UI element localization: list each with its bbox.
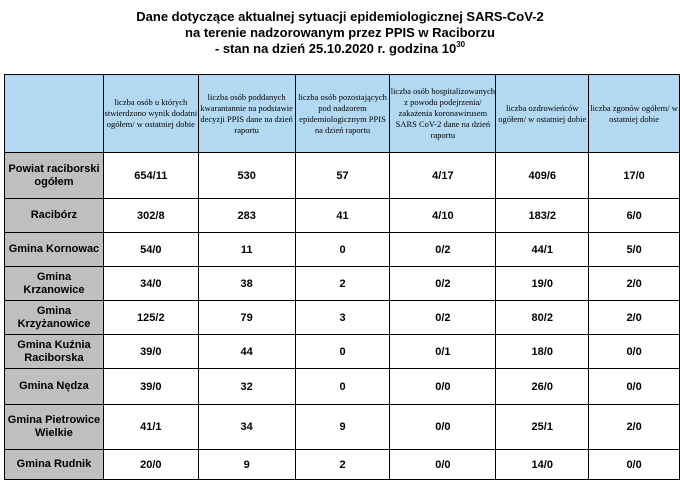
table-cell: 18/0 xyxy=(496,335,589,369)
table-cell: 9 xyxy=(198,450,295,480)
table-row xyxy=(5,267,680,301)
table-header-cell: liczba osób hospitalizowanych z powodu podejrzenia/ zakażenia koronawirusem SARS CoV-2 dane na dzień raportu xyxy=(390,75,496,153)
row-label: Gmina Kornowac xyxy=(5,233,104,267)
table-cell: 14/0 xyxy=(496,450,589,480)
table-cell: 2/0 xyxy=(589,301,680,335)
table-cell: 183/2 xyxy=(496,199,589,233)
table-cell: 4/17 xyxy=(390,153,496,199)
table-row xyxy=(5,405,680,450)
table-cell: 0 xyxy=(295,233,390,267)
table-cell: 125/2 xyxy=(103,301,198,335)
row-label: Gmina Pietrowice Wielkie xyxy=(5,405,104,450)
table-cell: 26/0 xyxy=(496,369,589,405)
table-cell: 34 xyxy=(198,405,295,450)
title-date: - stan na dzień 25.10.2020 r. godzina 10 xyxy=(214,41,457,56)
table-cell: 5/0 xyxy=(589,233,680,267)
table-cell: 0/1 xyxy=(390,335,496,369)
table-row xyxy=(5,450,680,480)
table-cell: 654/11 xyxy=(103,153,198,199)
table-cell: 0/2 xyxy=(390,233,496,267)
table-body xyxy=(5,153,680,480)
table-cell: 0/2 xyxy=(390,301,496,335)
table-cell: 54/0 xyxy=(103,233,198,267)
table-cell: 41 xyxy=(295,199,390,233)
table-cell: 3 xyxy=(295,301,390,335)
table-cell: 0/0 xyxy=(589,335,680,369)
table-cell: 530 xyxy=(198,153,295,199)
table-cell: 44 xyxy=(198,335,295,369)
table-row xyxy=(5,369,680,405)
table-header-cell: liczba ozdrowieńców ogółem/ w ostatniej dobie xyxy=(496,75,589,153)
table-row xyxy=(5,199,680,233)
table-cell: 4/10 xyxy=(390,199,496,233)
table-cell: 283 xyxy=(198,199,295,233)
table-cell: 39/0 xyxy=(103,369,198,405)
table-cell: 409/6 xyxy=(496,153,589,199)
row-label: Gmina Kuźnia Raciborska xyxy=(5,335,104,369)
table-cell: 41/1 xyxy=(103,405,198,450)
table-cell: 44/1 xyxy=(496,233,589,267)
table-cell: 20/0 xyxy=(103,450,198,480)
row-label: Powiat raciborski ogółem xyxy=(5,153,104,199)
row-label: Racibórz xyxy=(5,199,104,233)
row-label: Gmina Rudnik xyxy=(5,450,104,480)
table-cell: 0/0 xyxy=(390,369,496,405)
row-label: Gmina Krzanowice xyxy=(5,267,104,301)
table-header-cell xyxy=(5,75,104,153)
table-cell: 38 xyxy=(198,267,295,301)
table-cell: 9 xyxy=(295,405,390,450)
table-cell: 6/0 xyxy=(589,199,680,233)
table-cell: 2 xyxy=(295,267,390,301)
table-row xyxy=(5,233,680,267)
table-cell: 80/2 xyxy=(496,301,589,335)
table-cell: 0 xyxy=(295,369,390,405)
table-header-cell: liczba osób poddanych kwarantannie na podstawie decyzji PPIS dane na dzień raportu xyxy=(198,75,295,153)
table-cell: 11 xyxy=(198,233,295,267)
row-label: Gmina Nędza xyxy=(5,369,104,405)
table-header-cell: liczba zgonów ogółem/ w ostatniej dobie xyxy=(589,75,680,153)
table-header-row xyxy=(5,75,680,153)
table-row xyxy=(5,153,680,199)
table-cell: 302/8 xyxy=(103,199,198,233)
table-cell: 17/0 xyxy=(589,153,680,199)
title-line-2: na terenie nadzorowanym przez PPIS w Raciborzu xyxy=(185,25,495,40)
table-cell: 0/2 xyxy=(390,267,496,301)
table-cell: 0/0 xyxy=(390,405,496,450)
table-row xyxy=(5,301,680,335)
table-cell: 2/0 xyxy=(589,267,680,301)
table-cell: 34/0 xyxy=(103,267,198,301)
table-cell: 19/0 xyxy=(496,267,589,301)
table-cell: 0 xyxy=(295,335,390,369)
table-cell: 25/1 xyxy=(496,405,589,450)
table-row xyxy=(5,335,680,369)
table-header-cell: liczba osób u których stwierdzono wynik dodatni ogółem/ w ostatniej dobie xyxy=(103,75,198,153)
row-label: Gmina Krzyżanowice xyxy=(5,301,104,335)
table-cell: 2 xyxy=(295,450,390,480)
title-line-1: Dane dotyczące aktualnej sytuacji epidemiologicznej SARS-CoV-2 xyxy=(136,9,544,24)
table-cell: 0/0 xyxy=(589,369,680,405)
page-title xyxy=(0,9,680,57)
epidemiology-table xyxy=(4,74,680,480)
table-header-cell: liczba osób pozostających pod nadzorem epidemiologicznym PPIS na dzień raportu xyxy=(295,75,390,153)
title-time-superscript: 30 xyxy=(456,39,466,49)
table-cell: 0/0 xyxy=(589,450,680,480)
table-cell: 0/0 xyxy=(390,450,496,480)
title-line-3 xyxy=(0,41,680,57)
table-cell: 32 xyxy=(198,369,295,405)
table-cell: 2/0 xyxy=(589,405,680,450)
table-cell: 57 xyxy=(295,153,390,199)
table-cell: 79 xyxy=(198,301,295,335)
table-cell: 39/0 xyxy=(103,335,198,369)
